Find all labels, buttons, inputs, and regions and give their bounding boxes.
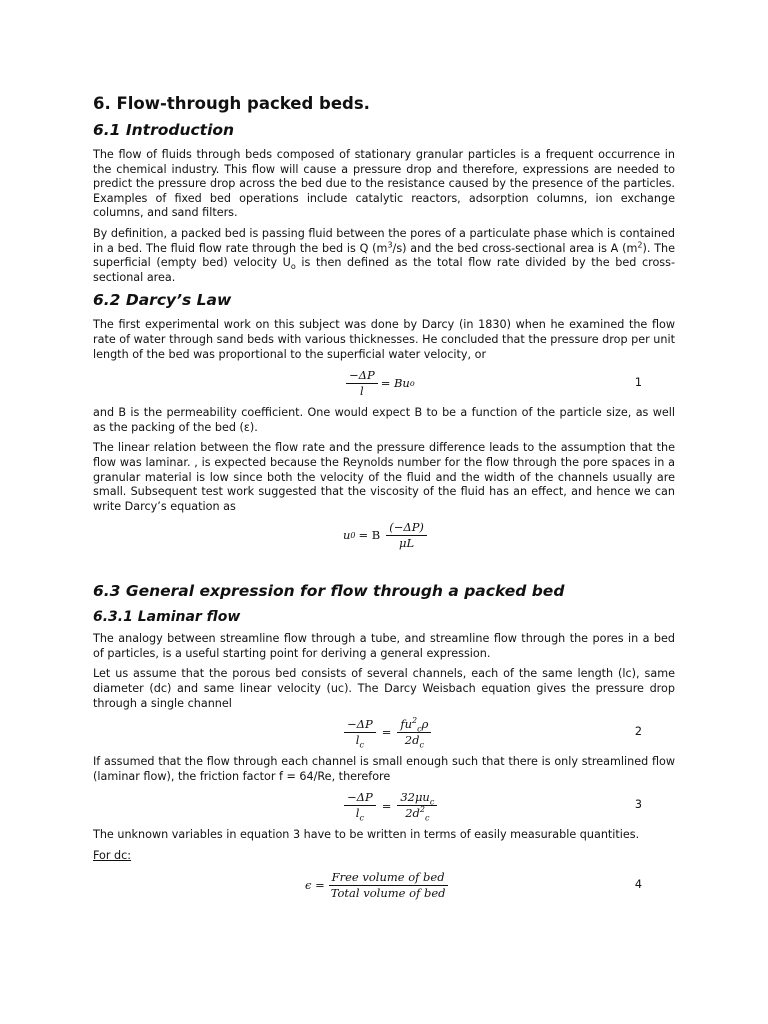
equation-2: $\frac{-\Delta P}{l_c}$ = $\frac{fu^2_c\rho}{2d_c}$ 2 [93,717,675,749]
section-6-3-heading: 6.3 General expression for flow through a packed bed [93,582,565,601]
intro-paragraph-1: The flow of fluids through beds composed of stationary granular particles is a frequent occurrence in the chemical industry. This flow will cause a pressure drop and therefore, expressions are needed to predict the pressure drop across the bed due to the resistance caused by the presence of the particles. Examples of fixed bed operations include catalytic reactors, adsorption columns, ion exchange columns, and sand filters. [93,148,675,220]
intro-paragraph-2: By definition, a packed bed is passing fluid between the pores of a particulate phase which is contained in a bed. The fluid flow rate through the bed is Q $(m^3/s)$ and the bed cross-sectional area is A $(m^2)$. The superficial (empty bed) velocity $U_o$ is then defined as the total flow rate divided by the bed cross-sectional area. [93,226,675,284]
section-6-2-heading: 6.2 Darcy’s Law [93,291,232,310]
equation-4: ϵ = $\frac{\text{Free volume of bed}}{\text{Total volume of bed}}$ 4 [305,869,642,900]
darcy-paragraph-1: The first experimental work on this subject was done by Darcy (in 1830) when he examined the flow rate of water through sand beds with various thicknesses. He concluded that the pressure drop per unit length of the bed was proportional to the superficial water velocity, or [93,318,675,361]
laminar-paragraph-4: The unknown variables in equation 3 have to be written in terms of easily measurable quantities. [93,828,640,842]
equation-number-1: 1 [634,376,642,390]
laminar-paragraph-2: Let us assume that the porous bed consists of several channels, each of the same length (lc), same diameter (dc) and same linear velocity (uc). The Darcy Weisbach equation gives the pressure drop through a single channel [93,667,675,710]
darcy-paragraph-2: and B is the permeability coefficient. One would expect B to be a function of the particle size, as well as the packing of the bed (ε). [93,406,675,434]
equation-number-2: 2 [634,725,642,739]
section-6-3-1-heading: 6.3.1 Laminar flow [93,609,241,626]
equation-number-4: 4 [634,877,642,891]
equation-number-3: 3 [634,798,642,812]
for-dc-label: For dc: [93,849,132,863]
equation-1: $\frac{-\Delta P}{l}$ = Bu o 1 [93,368,675,400]
document-page [93,94,675,908]
section-6-1-heading: 6.1 Introduction [93,121,235,139]
laminar-paragraph-3: If assumed that the flow through each channel is small enough such that there is only streamlined flow (laminar flow), the friction factor f = 64/Re, therefore [93,755,675,783]
darcy-equation: u 0 = B $\frac{(-\Delta P)}{\mu L}$ [93,520,675,552]
darcy-paragraph-3: The linear relation between the flow rate and the pressure difference leads to the assumption that the flow was laminar. , is expected because the Reynolds number for the flow through the pore spaces in a granular material is low since both the velocity of the fluid and the width of the channels usually are small. Subsequent test work suggested that the viscosity of the fluid has an effect, and hence we can write Darcy’s equation as [93,441,675,513]
equation-3: $\frac{-\Delta P}{l_c}$ = $\frac{32\mu u_c}{2d^2_c}$ 3 [93,790,675,822]
laminar-paragraph-1: The analogy between streamline flow through a tube, and streamline flow through the pores in a bed of particles, is a useful starting point for deriving a general expression. [93,632,675,660]
chapter-title: 6. Flow-through packed beds. [93,94,370,113]
